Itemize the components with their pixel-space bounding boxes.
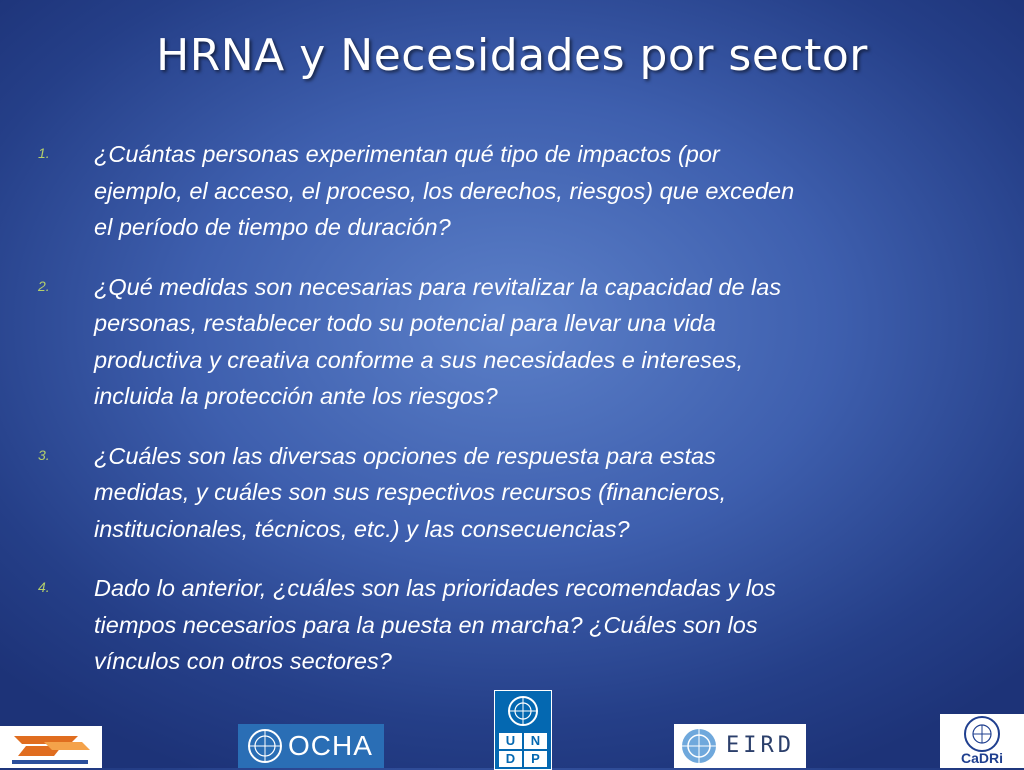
list-item bbox=[0, 570, 1024, 680]
item-number: 4. bbox=[38, 579, 50, 595]
eird-logo bbox=[674, 724, 806, 768]
undp-letter: U bbox=[499, 733, 522, 749]
list-item bbox=[0, 438, 1024, 548]
ocha-logo-text: OCHA bbox=[288, 730, 373, 761]
item-number: 3. bbox=[38, 446, 50, 463]
list-item bbox=[0, 269, 1024, 415]
item-text: Dado lo anterior, ¿cuáles son las prioridades recomendadas y los tiempos necesarios para la puesta en marcha? ¿Cuáles son los vínculos con otros sectores? bbox=[94, 575, 776, 674]
undp-letter: N bbox=[524, 733, 547, 749]
item-text: ¿Cuáles son las diversas opciones de respuesta para estas medidas, y cuáles son sus respectivos recursos (financieros, institucionales, técnicos, etc.) y las consecuencias? bbox=[94, 442, 727, 542]
eird-logo-text: EIRD bbox=[726, 733, 795, 758]
cadri-logo-text: CaDRi bbox=[960, 750, 1003, 766]
cadri-logo bbox=[940, 714, 1024, 768]
list-item bbox=[0, 136, 1024, 246]
undp-letter: P bbox=[524, 751, 547, 767]
item-text: ¿Qué medidas son necesarias para revitalizar la capacidad de las personas, restablecer todo su potencial para llevar una vida productiva y creativa conforme a sus necesidades e intereses, incluida la protección ante los riesgos? bbox=[94, 273, 782, 409]
question-list bbox=[0, 136, 1024, 703]
item-number: 2. bbox=[38, 277, 50, 294]
ocha-logo bbox=[238, 724, 384, 768]
slide-title: HRNA y Necesidades por sector bbox=[156, 30, 868, 81]
partner-logo-emblem bbox=[0, 726, 102, 768]
undp-letter: D bbox=[499, 751, 522, 767]
undp-logo bbox=[494, 690, 552, 770]
item-text: ¿Cuántas personas experimentan qué tipo de impactos (por ejemplo, el acceso, el proceso, los derechos, riesgos) que exceden el período de tiempo de duración? bbox=[94, 141, 795, 240]
item-number: 1. bbox=[38, 145, 50, 161]
